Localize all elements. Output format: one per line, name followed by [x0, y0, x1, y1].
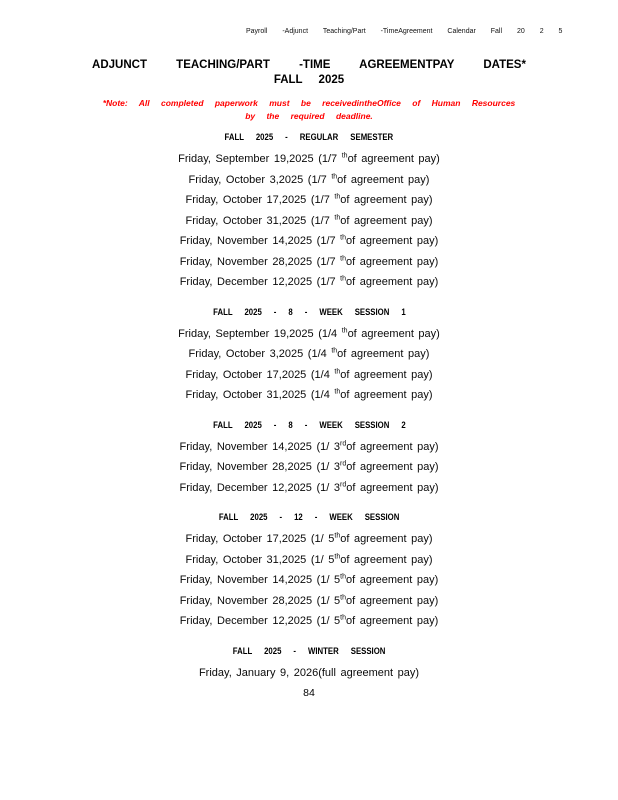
ordinal-superscript: th: [331, 172, 338, 180]
pay-date-row: Friday, October 3,2025 (1/4 $^{th}$of agreement pay): [188, 347, 430, 360]
section-heading: [0, 306, 618, 320]
pay-date-row: Friday, November 14,2025 (1/ 3rdof agreement pay): [179, 439, 439, 453]
section-heading: [0, 645, 618, 659]
pay-date-row: Friday, November 28,2025 (1/ 3rdof agreement pay): [179, 460, 439, 473]
ordinal-superscript: th: [341, 152, 348, 160]
ordinal-superscript: th: [340, 275, 347, 283]
section-heading-text: FALL 2025 - 8 - WEEK SESSION 2: [212, 419, 406, 431]
section-heading-text: FALL 2025 - REGULAR SEMESTER: [224, 132, 394, 143]
pay-date-row: Friday, October 31,2025 (1/ 5thof agreement pay): [185, 552, 433, 566]
section-heading-text: FALL 2025 - 8 - WEEK SESSION 1: [212, 306, 406, 318]
pay-date-row: Friday, November 14,2025 (1/7 $^{th}$of agreement pay): [179, 234, 439, 247]
section-heading: [0, 511, 618, 525]
pay-date-row: Friday, November 28,2025 (1/ 5thof agreement pay): [179, 593, 439, 607]
pay-section: [0, 306, 618, 406]
ordinal-superscript: th: [341, 326, 348, 334]
section-heading-text: FALL 2025 - 12 - WEEK SESSION: [218, 512, 400, 523]
pay-date-row: Friday, September 19,2025 (1/7 $^{th}$of agreement pay): [178, 152, 440, 165]
pay-date-row: Friday, December 12,2025 (1/ 5thof agreement pay): [179, 614, 439, 627]
page-number: 84: [303, 687, 315, 699]
ordinal-superscript: th: [340, 593, 347, 601]
ordinal-superscript: th: [340, 614, 347, 622]
ordinal-superscript: rd: [339, 480, 347, 488]
pay-date-row: Friday, October 3,2025 (1/7 $^{th}$of agreement pay): [188, 172, 430, 186]
document-title: ADJUNCT TEACHING/PART -TIME AGREEMENTPAY DATES*: [92, 59, 526, 71]
pay-date-row: Friday, November 28,2025 (1/7 $^{th}$of agreement pay): [179, 254, 439, 268]
pay-date-row: Friday, December 12,2025 (1/7 $^{th}$of agreement pay): [179, 275, 439, 288]
pay-section: [0, 511, 618, 632]
pay-date-row: Friday, December 12,2025 (1/ 3rdof agreement pay): [179, 480, 439, 494]
ordinal-superscript: th: [334, 388, 341, 396]
pay-date-row: Friday, October 17,2025 (1/7 $^{th}$of agreement pay): [185, 193, 433, 206]
title-block: [0, 59, 618, 86]
pay-date-row: Friday, September 19,2025 (1/4 $^{th}$of agreement pay): [178, 326, 440, 340]
ordinal-superscript: th: [334, 552, 341, 560]
document-subtitle: FALL 2025: [273, 74, 345, 86]
pay-section: [0, 419, 618, 499]
ordinal-superscript: th: [334, 532, 341, 540]
ordinal-superscript: th: [334, 213, 341, 221]
ordinal-superscript: th: [334, 367, 341, 375]
pay-section: [0, 131, 618, 293]
ordinal-superscript: rd: [339, 460, 347, 468]
ordinal-superscript: th: [331, 347, 338, 355]
pay-date-row: Friday, November 14,2025 (1/ 5thof agreement pay): [179, 573, 439, 586]
pay-date-row: Friday, October 31,2025 (1/7 $^{th}$of agreement pay): [185, 213, 433, 227]
note-block: [0, 97, 618, 122]
pay-date-row: Friday, October 17,2025 (1/ 5thof agreement pay): [185, 532, 433, 545]
pay-date-row: Friday, October 17,2025 (1/4 $^{th}$of agreement pay): [185, 367, 433, 381]
ordinal-superscript: th: [340, 254, 347, 262]
section-heading: [0, 131, 618, 145]
ordinal-superscript: rd: [339, 439, 347, 447]
pay-section: [0, 645, 618, 684]
ordinal-superscript: th: [334, 193, 341, 201]
section-heading: [0, 419, 618, 433]
pay-sections-container: [0, 131, 618, 683]
ordinal-superscript: th: [340, 234, 347, 242]
pay-date-row: Friday, January 9, 2026(full agreement pay): [198, 666, 420, 679]
ordinal-superscript: th: [340, 573, 347, 581]
running-header: Payroll -Adjunct Teaching/Part -TimeAgreement Calendar Fall 20 2 5: [246, 28, 563, 35]
pay-date-row: Friday, October 31,2025 (1/4 $^{th}$of agreement pay): [185, 388, 433, 401]
note-line-1: *Note: All completed paperwork must be receivedintheOffice of Human Resources: [102, 98, 516, 108]
note-line-2: by the required deadline.: [245, 110, 373, 121]
section-heading-text: FALL 2025 - WINTER SESSION: [232, 645, 386, 657]
